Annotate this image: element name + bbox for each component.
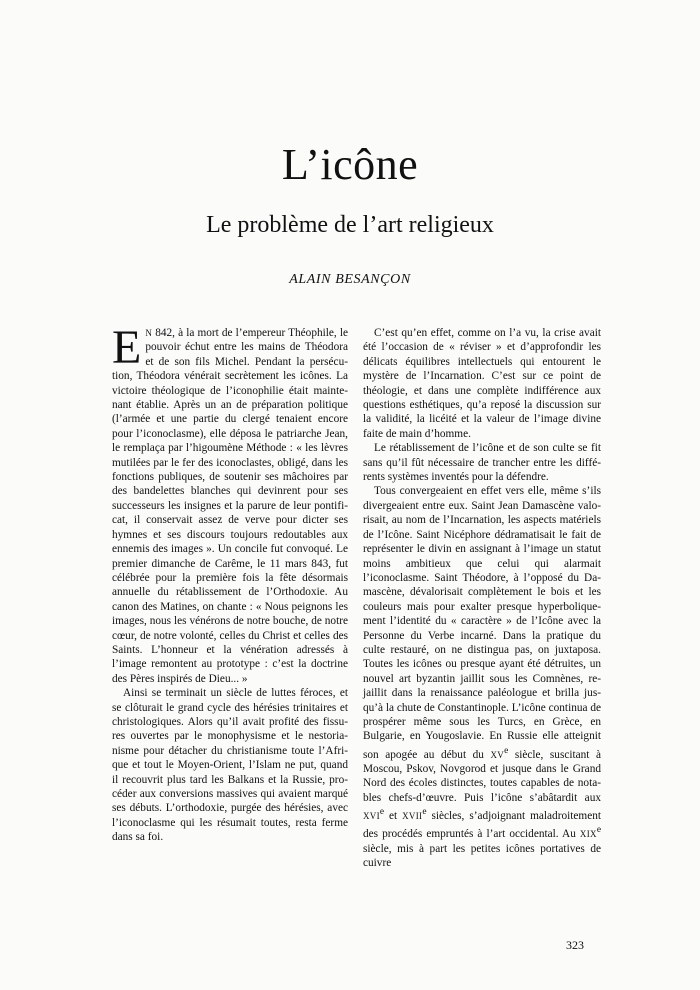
century-numeral: XIX	[579, 829, 597, 840]
left-column	[112, 321, 348, 845]
drop-cap: E	[112, 321, 142, 374]
page-number: 323	[566, 938, 584, 952]
text-segment: siècle, mis à part les petites icônes portatives de cuivre	[363, 842, 601, 869]
century-numeral: XVI	[363, 810, 380, 821]
text-segment: siècle, suscitant à Moscou, Pskov, Novgorod et jusque dans le Grand Nord des écoles distinctes, toutes capables de notables chefs-d’œuvre. Puis l’icône s’abâtardit aux	[363, 748, 602, 804]
left-paragraph-1-text: 842, à la mort de l’empereur Théophile, le pouvoir échut entre les mains de Théodora et de son fils Michel. Pendant la persécution, Théodora vénérait secrètement les icônes. La victoire théologique de l’iconophilie était maintenant établie. Après un an de préparation politique (l’armée et une partie du clergé tenaient encore pour l’iconoclasme), elle déposa le patriarche Jean, le remplaça par l’higoumène Méthode : « les lèvres mutilées par le fer des iconoclastes, obligé, dans les fonctions publiques, de soutenir ses mâchoires par des bandelettes blanches qui devinrent pour ses successeurs les insignes et la parure de leur pontificat, il conservait assez de verve pour dicter ses hymnes et ses discours toujours redoutables aux ennemis des images ». Un concile fut convoqué. Le premier dimanche de Carême, le 11 mars 843, fut célébrée pour la première fois la fête désormais annuelle du rétablissement de l’Orthodoxie. Au canon des Matines, on chante : « Nous peignons les images, nous les vénérons de notre bouche, de notre cœur, de notre volonté, celles du Christ et celles des Saints. L’honneur et la vénération adressés à l’image remontent au prototype : c’est la doctrine des Pères inspirés de Dieu... »	[112, 327, 348, 685]
right-column	[363, 326, 601, 870]
superscript: e	[422, 807, 427, 818]
superscript: e	[504, 745, 509, 756]
right-paragraph-2: Le rétablissement de l’icône et de son culte se fit sans qu’il fût nécessaire de trancher entre les différents systèmes inventés pour la défendre.	[363, 442, 601, 484]
text-segment: et	[384, 809, 403, 822]
left-paragraph-1	[112, 321, 348, 686]
first-word-smallcaps: N	[145, 328, 153, 338]
superscript: e	[379, 807, 385, 818]
right-paragraph-3	[363, 484, 601, 870]
superscript: e	[596, 825, 601, 836]
century-numeral: XV	[490, 749, 505, 760]
text-segment: Tous convergeaient en effet vers elle, même s’ils divergeaient entre eux. Saint Jean Damascène valorisait, au nom de l’Incarnation, les aspects matériels de l’Icône. Saint Nicéphore dédramatisait le fait de représenter le divin en assignant à l’image un statut moins ambitieux que celui qui alarmait l’iconoclasme. Saint Théodore, à l’opposé du Damascène, dévalorisait complètement le bois et les couleurs mais pour exalter presque hyperboliquement l’identité du « caractère » de l’Icône avec la Personne du Verbe incarné. Dans la pratique du culte restauré, on ne distingua pas, on juxtaposa. Toutes les icônes ou presque ayant été détruites, un nouvel art byzantin jaillit sous les Comnènes, rejaillit dans la renaissance paléologue et brilla jusqu’à la chute de Constantinople. L’icône continua de prospérer même sous les Turcs, en Grèce, en Bulgarie, en Yougoslavie. En Russie elle atteignit son apogée au début du	[363, 485, 602, 761]
article-subtitle: Le problème de l’art religieux	[206, 212, 494, 238]
text-segment: siècles, s’adjoignant maladroitement des procédés empruntés à l’art occidental. Au	[363, 809, 601, 841]
century-numeral: XVII	[402, 810, 423, 821]
article-title: L’icône	[281, 140, 419, 189]
right-paragraph-1: C’est qu’en effet, comme on l’a vu, la crise avait été l’occasion de « réviser » et d’approfondir les délicats équilibres intellectuels qui entourent le mystère de l’Incarnation. C’est sur ce point de théologie, et dans une complète indifférence aux questions esthétiques, qu’a reposé la discussion sur la validité, la licéité et la valeur de l’image divine faite de main d’homme.	[363, 327, 601, 440]
left-paragraph-2: Ainsi se terminait un siècle de luttes féroces, et se clôturait le grand cycle des hérésies trinitaires et christologiques. Alors qu’il avait profité des fissures ouvertes par le monophysisme et le nestorianisme pour détacher du christianisme toute l’Afrique et tout le Moyen-Orient, l’Islam ne put, quand il recouvrit plus tard les Balkans et la Russie, procéder aux conversions massives qui avaient marqué ses débuts. L’orthodoxie, purgée des hérésies, avec l’iconoclasme qui les résumait toutes, resta ferme dans sa foi.	[112, 687, 348, 844]
article-author: ALAIN BESANÇON	[289, 272, 411, 287]
